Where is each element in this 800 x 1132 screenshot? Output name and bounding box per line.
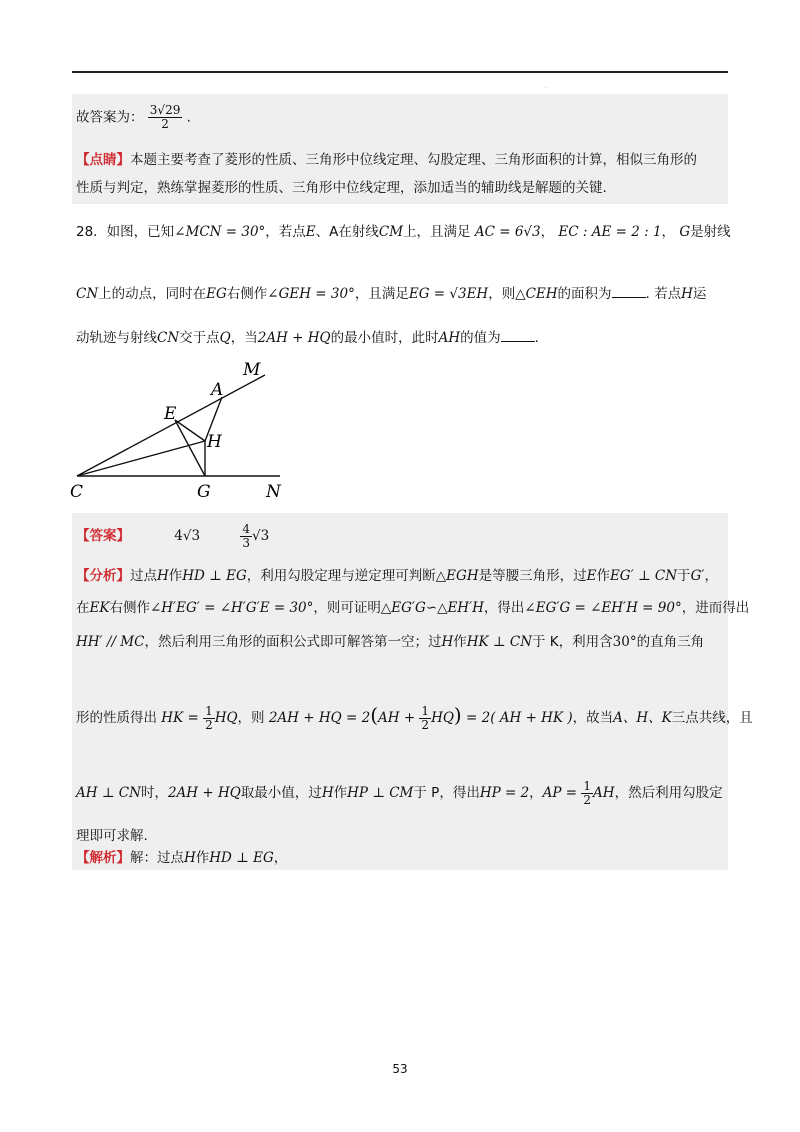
t: ，故当	[572, 710, 614, 726]
t: 1	[205, 703, 213, 718]
t: 1	[421, 703, 430, 718]
t: 三点共线，且	[671, 710, 753, 726]
answer-second	[240, 521, 270, 550]
answer-blank-1[interactable]	[612, 285, 646, 298]
t: 的最小值时，此时	[330, 330, 439, 346]
analysis-line-6	[76, 826, 148, 846]
t: 解：过点	[130, 850, 184, 866]
pt-e: E	[305, 224, 316, 240]
t: 上，且满足	[403, 224, 471, 240]
t: ，得出	[483, 600, 525, 616]
eg-eq: EG = √3EH	[408, 286, 489, 302]
t: HK =	[161, 710, 199, 726]
t: 作	[333, 785, 348, 801]
answer-blank-2[interactable]	[501, 329, 535, 342]
t: 2AH + HQ	[167, 785, 241, 801]
half-frac-2	[419, 705, 431, 732]
t: 过点	[130, 568, 157, 584]
t: HD ⊥ EG	[209, 850, 274, 866]
conclusion-line	[76, 104, 191, 131]
ec-ae-ratio: EC : AE = 2 : 1	[558, 224, 662, 240]
comment-line-1	[76, 150, 697, 170]
comment-text-1: 本题主要考查了菱形的性质、三角形中位线定理、勾股定理、三角形面积的计算，相似三角形的	[130, 152, 697, 168]
label-e: E	[164, 404, 177, 424]
answer-second-den: 3	[242, 535, 251, 550]
label-c: C	[70, 482, 84, 502]
t: EK	[89, 600, 110, 616]
ray-cm: CM	[378, 224, 404, 240]
conclusion-den: 2	[161, 117, 169, 131]
conclusion-num: 3√29	[149, 103, 181, 117]
t: AH	[593, 785, 615, 801]
answer-second-num: 4	[242, 521, 251, 536]
t: HQ	[431, 710, 454, 726]
t: 上的动点，同时在	[98, 286, 207, 302]
header-rule	[72, 71, 728, 73]
t: 30°	[612, 634, 637, 650]
comment-line-2	[76, 178, 607, 198]
t: AP =	[542, 785, 578, 801]
t: 2	[583, 792, 592, 807]
t: H	[321, 785, 334, 801]
t: HH′ // MC	[76, 634, 145, 650]
seg-eh	[175, 420, 205, 441]
t: 的直角三角	[636, 634, 705, 650]
angle-geh: ∠GEH = 30°	[267, 286, 355, 302]
analysis-tag: 【分析】	[76, 568, 130, 584]
problem-line-3	[76, 328, 539, 348]
conclusion-fraction	[148, 104, 183, 131]
t: 2	[421, 717, 430, 732]
t: HQ	[214, 710, 238, 726]
t: ，	[704, 568, 718, 584]
seg-eg: EG	[206, 286, 227, 302]
page-number: 53	[392, 1062, 408, 1076]
angle-mcn: ∠MCN = 30°	[174, 224, 266, 240]
label-a: A	[211, 380, 224, 400]
pt-h: H	[681, 286, 693, 302]
t: ，进而得出	[681, 600, 750, 616]
problem-number: 28．如图，已知	[76, 224, 175, 240]
t: HP ⊥ CM	[347, 785, 414, 801]
t: 作	[195, 850, 210, 866]
pt-a: A	[329, 224, 339, 240]
t: 于 P，得出	[413, 785, 480, 801]
t: 作	[453, 634, 467, 650]
answer-second-tail: √3	[252, 528, 270, 544]
t: 右侧作	[226, 286, 268, 302]
t: AH +	[378, 710, 416, 726]
label-n: N	[266, 482, 281, 502]
analysis-line-2	[76, 598, 749, 618]
pt-q: Q	[219, 330, 231, 346]
t: ，当	[230, 330, 258, 346]
conclusion-suffix: .	[186, 109, 191, 126]
answer-tag: 【答案】	[76, 528, 130, 544]
t: ，利用勾股定理与逆定理可判断	[246, 568, 436, 584]
t: 1	[583, 778, 592, 793]
header-dot: .	[545, 83, 547, 90]
t: ，	[540, 224, 555, 240]
t: △EG′G∽△EH′H	[380, 600, 484, 616]
half-frac	[203, 705, 215, 732]
t: ∠EG′G = ∠EH′H = 90°	[524, 600, 682, 616]
t: H	[184, 850, 196, 866]
comment-tag: 【点睛】	[76, 152, 130, 168]
t: ，然后利用勾股定	[614, 785, 723, 801]
t: 2AH + HQ = 2	[268, 710, 371, 726]
tri-egh: △EGH	[435, 568, 479, 584]
t: = 2( AH + HK )	[466, 710, 573, 726]
problem-line-1	[76, 222, 731, 242]
t: HP = 2	[479, 785, 530, 801]
expr-2ah-hq: 2AH + HQ	[257, 330, 331, 346]
t: 是射线	[690, 224, 731, 240]
t: AH ⊥ CN	[76, 785, 141, 801]
t: 的面积为	[557, 286, 612, 302]
label-h: H	[207, 432, 222, 452]
tri-ceh: △CEH	[515, 286, 558, 302]
analysis-line-4: 形的性质得出 HK = $\frac{1}{2}$ HQ，则 2AH + HQ = 2(AH + $\frac{1}{2}$ HQ) = 2( AH + HK )，故当A、H、K三点共线，且	[76, 703, 753, 732]
t: 作	[168, 568, 183, 584]
t: 是等腰三角形，过	[478, 568, 587, 584]
t: G′	[690, 568, 705, 584]
egp-perp-cn: EG′ ⊥ CN	[609, 568, 678, 584]
pt-g: G	[679, 224, 691, 240]
geometry-figure	[60, 355, 300, 505]
t: 于	[677, 568, 691, 584]
t: ∠H′EG′ = ∠H′G′E = 30°	[149, 600, 314, 616]
solution-line	[76, 848, 287, 868]
solution-tag: 【解析】	[76, 850, 130, 866]
t: 于 K，利用含	[532, 634, 613, 650]
seg-ah: AH	[438, 330, 461, 346]
t: .	[534, 330, 539, 346]
t: H	[157, 568, 169, 584]
t: ，	[529, 785, 543, 801]
t: 作	[596, 568, 610, 584]
t: 右侧作	[109, 600, 150, 616]
t: A、H、K	[613, 710, 672, 726]
t: H	[441, 634, 454, 650]
ray-cm-line	[77, 375, 265, 476]
label-m: M	[243, 360, 261, 380]
t: . 若点	[645, 286, 682, 302]
t: ，且满足	[354, 286, 409, 302]
t: 、	[315, 224, 330, 240]
t: 运	[692, 286, 707, 302]
answer-line	[76, 522, 269, 550]
ac-value: AC = 6√3	[474, 224, 541, 240]
t: ，则	[488, 286, 516, 302]
t: 取最小值，过	[240, 785, 322, 801]
analysis-line-5	[76, 778, 723, 808]
t: 的值为	[460, 330, 501, 346]
t: E	[586, 568, 597, 584]
t: 2	[205, 717, 213, 732]
t: ，若点	[265, 224, 306, 240]
comment-text-2: 性质与判定，熟练掌握菱形的性质、三角形中位线定理，添加适当的辅助线是解题的关键.	[76, 180, 607, 196]
analysis-line-3	[76, 632, 704, 652]
t: ，	[273, 850, 288, 866]
ray-cn-2: CN	[157, 330, 180, 346]
conclusion-prefix: 故答案为：	[76, 109, 144, 126]
hd-perp-eg: HD ⊥ EG	[182, 568, 247, 584]
t: ，然后利用三角形的面积公式即可解答第一空；过	[144, 634, 442, 650]
answer-first: 4√3	[174, 528, 201, 544]
label-g: G	[197, 482, 211, 502]
analysis-line-1	[76, 566, 718, 586]
t: 在射线	[338, 224, 379, 240]
answer-second-frac	[240, 523, 252, 550]
t: 时，	[140, 785, 168, 801]
t: 理即可求解.	[76, 828, 148, 844]
seg-ch	[77, 441, 205, 476]
t: HK ⊥ CN	[466, 634, 533, 650]
t: ，则	[237, 710, 265, 726]
t: ，	[661, 224, 676, 240]
problem-line-2	[76, 284, 706, 304]
t: 交于点	[179, 330, 220, 346]
t: 形的性质得出	[76, 710, 157, 726]
t: ，则可证明	[313, 600, 381, 616]
half-frac-3	[581, 780, 593, 807]
ray-cn: CN	[76, 286, 99, 302]
t: 在	[76, 600, 90, 616]
t: 动轨迹与射线	[76, 330, 157, 346]
